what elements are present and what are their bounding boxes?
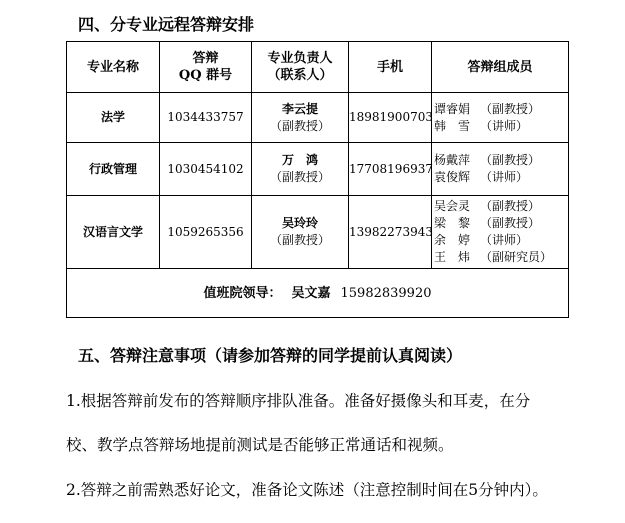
member-title: （副教授） (480, 216, 541, 230)
member (434, 249, 568, 266)
member (434, 152, 568, 169)
members-cell (432, 93, 569, 143)
leader-name: 李云提 (281, 101, 318, 116)
notice-item-1-line-1: 1.根据答辩前发布的答辩顺序排队准备。准备好摄像头和耳麦，在分 (66, 392, 531, 410)
duty-leader-name: 吴文嘉 (291, 285, 331, 301)
member (434, 101, 568, 118)
table-row (67, 93, 569, 143)
member-name: 韩 雪 (434, 118, 471, 133)
member-name: 谭睿娟 (434, 101, 471, 116)
major-cell: 汉语言文学 (67, 196, 160, 269)
member-name: 余 婷 (434, 233, 471, 247)
header-major: 专业名称 (67, 42, 160, 93)
duty-leader-phone: 15982839920 (340, 285, 432, 301)
leader-cell (252, 196, 349, 269)
header-phone: 手机 (349, 42, 432, 93)
phone-cell: 17708196937 (349, 143, 432, 196)
phone-cell: 13982273943 (349, 196, 432, 269)
header-qq-line1: 答辩 (192, 51, 219, 66)
duty-leader-cell (67, 269, 569, 318)
member (434, 215, 568, 232)
section-4-title: 四、分专业远程答辩安排 (78, 15, 255, 34)
member-title: （副教授） (480, 101, 541, 116)
member (434, 118, 568, 135)
notice-item-2: 2.答辩之前需熟悉好论文，准备论文陈述（注意控制时间在5分钟内）。 (66, 481, 548, 499)
qq-cell: 1030454102 (160, 143, 252, 196)
major-cell: 行政管理 (67, 143, 160, 196)
member-title: （讲师） (480, 233, 529, 247)
qq-cell: 1059265356 (160, 196, 252, 269)
table-row (67, 196, 569, 269)
leader-title: （副教授） (269, 170, 330, 184)
header-leader (252, 42, 349, 93)
member-name: 吴会灵 (434, 199, 471, 213)
member-title: （副研究员） (480, 250, 553, 264)
duty-leader-row (67, 269, 569, 318)
table-header-row (67, 42, 569, 93)
member-title: （副教授） (480, 153, 541, 167)
member (434, 232, 568, 249)
header-qq (160, 42, 252, 93)
major-cell: 法学 (67, 93, 160, 143)
table-row (67, 143, 569, 196)
member-title: （讲师） (480, 170, 529, 184)
member-name: 袁俊辉 (434, 170, 471, 184)
member-name: 梁 黎 (434, 216, 471, 230)
member (434, 198, 568, 215)
qq-cell: 1034433757 (160, 93, 252, 143)
members-cell (432, 143, 569, 196)
member (434, 169, 568, 186)
leader-name: 吴玲玲 (281, 216, 318, 230)
leader-cell (252, 93, 349, 143)
header-qq-line2: QQ 群号 (178, 68, 233, 83)
leader-cell (252, 143, 349, 196)
member-name: 杨戴萍 (434, 153, 471, 167)
member-title: （讲师） (480, 118, 529, 133)
phone-cell: 18981900703 (349, 93, 432, 143)
members-cell (432, 196, 569, 269)
member-title: （副教授） (480, 199, 541, 213)
header-leader-line1: 专业负责人 (267, 51, 333, 66)
duty-leader-label: 值班院领导： (203, 285, 282, 301)
notice-item-1-line-2: 校、教学点答辩场地提前测试是否能够正常通话和视频。 (66, 436, 454, 454)
defense-schedule-table (66, 41, 569, 318)
leader-name: 万 鸿 (281, 153, 318, 167)
leader-title: （副教授） (269, 233, 330, 247)
leader-title: （副教授） (269, 118, 330, 133)
section-5-title: 五、答辩注意事项（请参加答辩的同学提前认真阅读） (78, 346, 463, 365)
member-name: 王 炜 (434, 250, 471, 264)
header-leader-line2: （联系人） (267, 68, 333, 83)
header-members: 答辩组成员 (432, 42, 569, 93)
